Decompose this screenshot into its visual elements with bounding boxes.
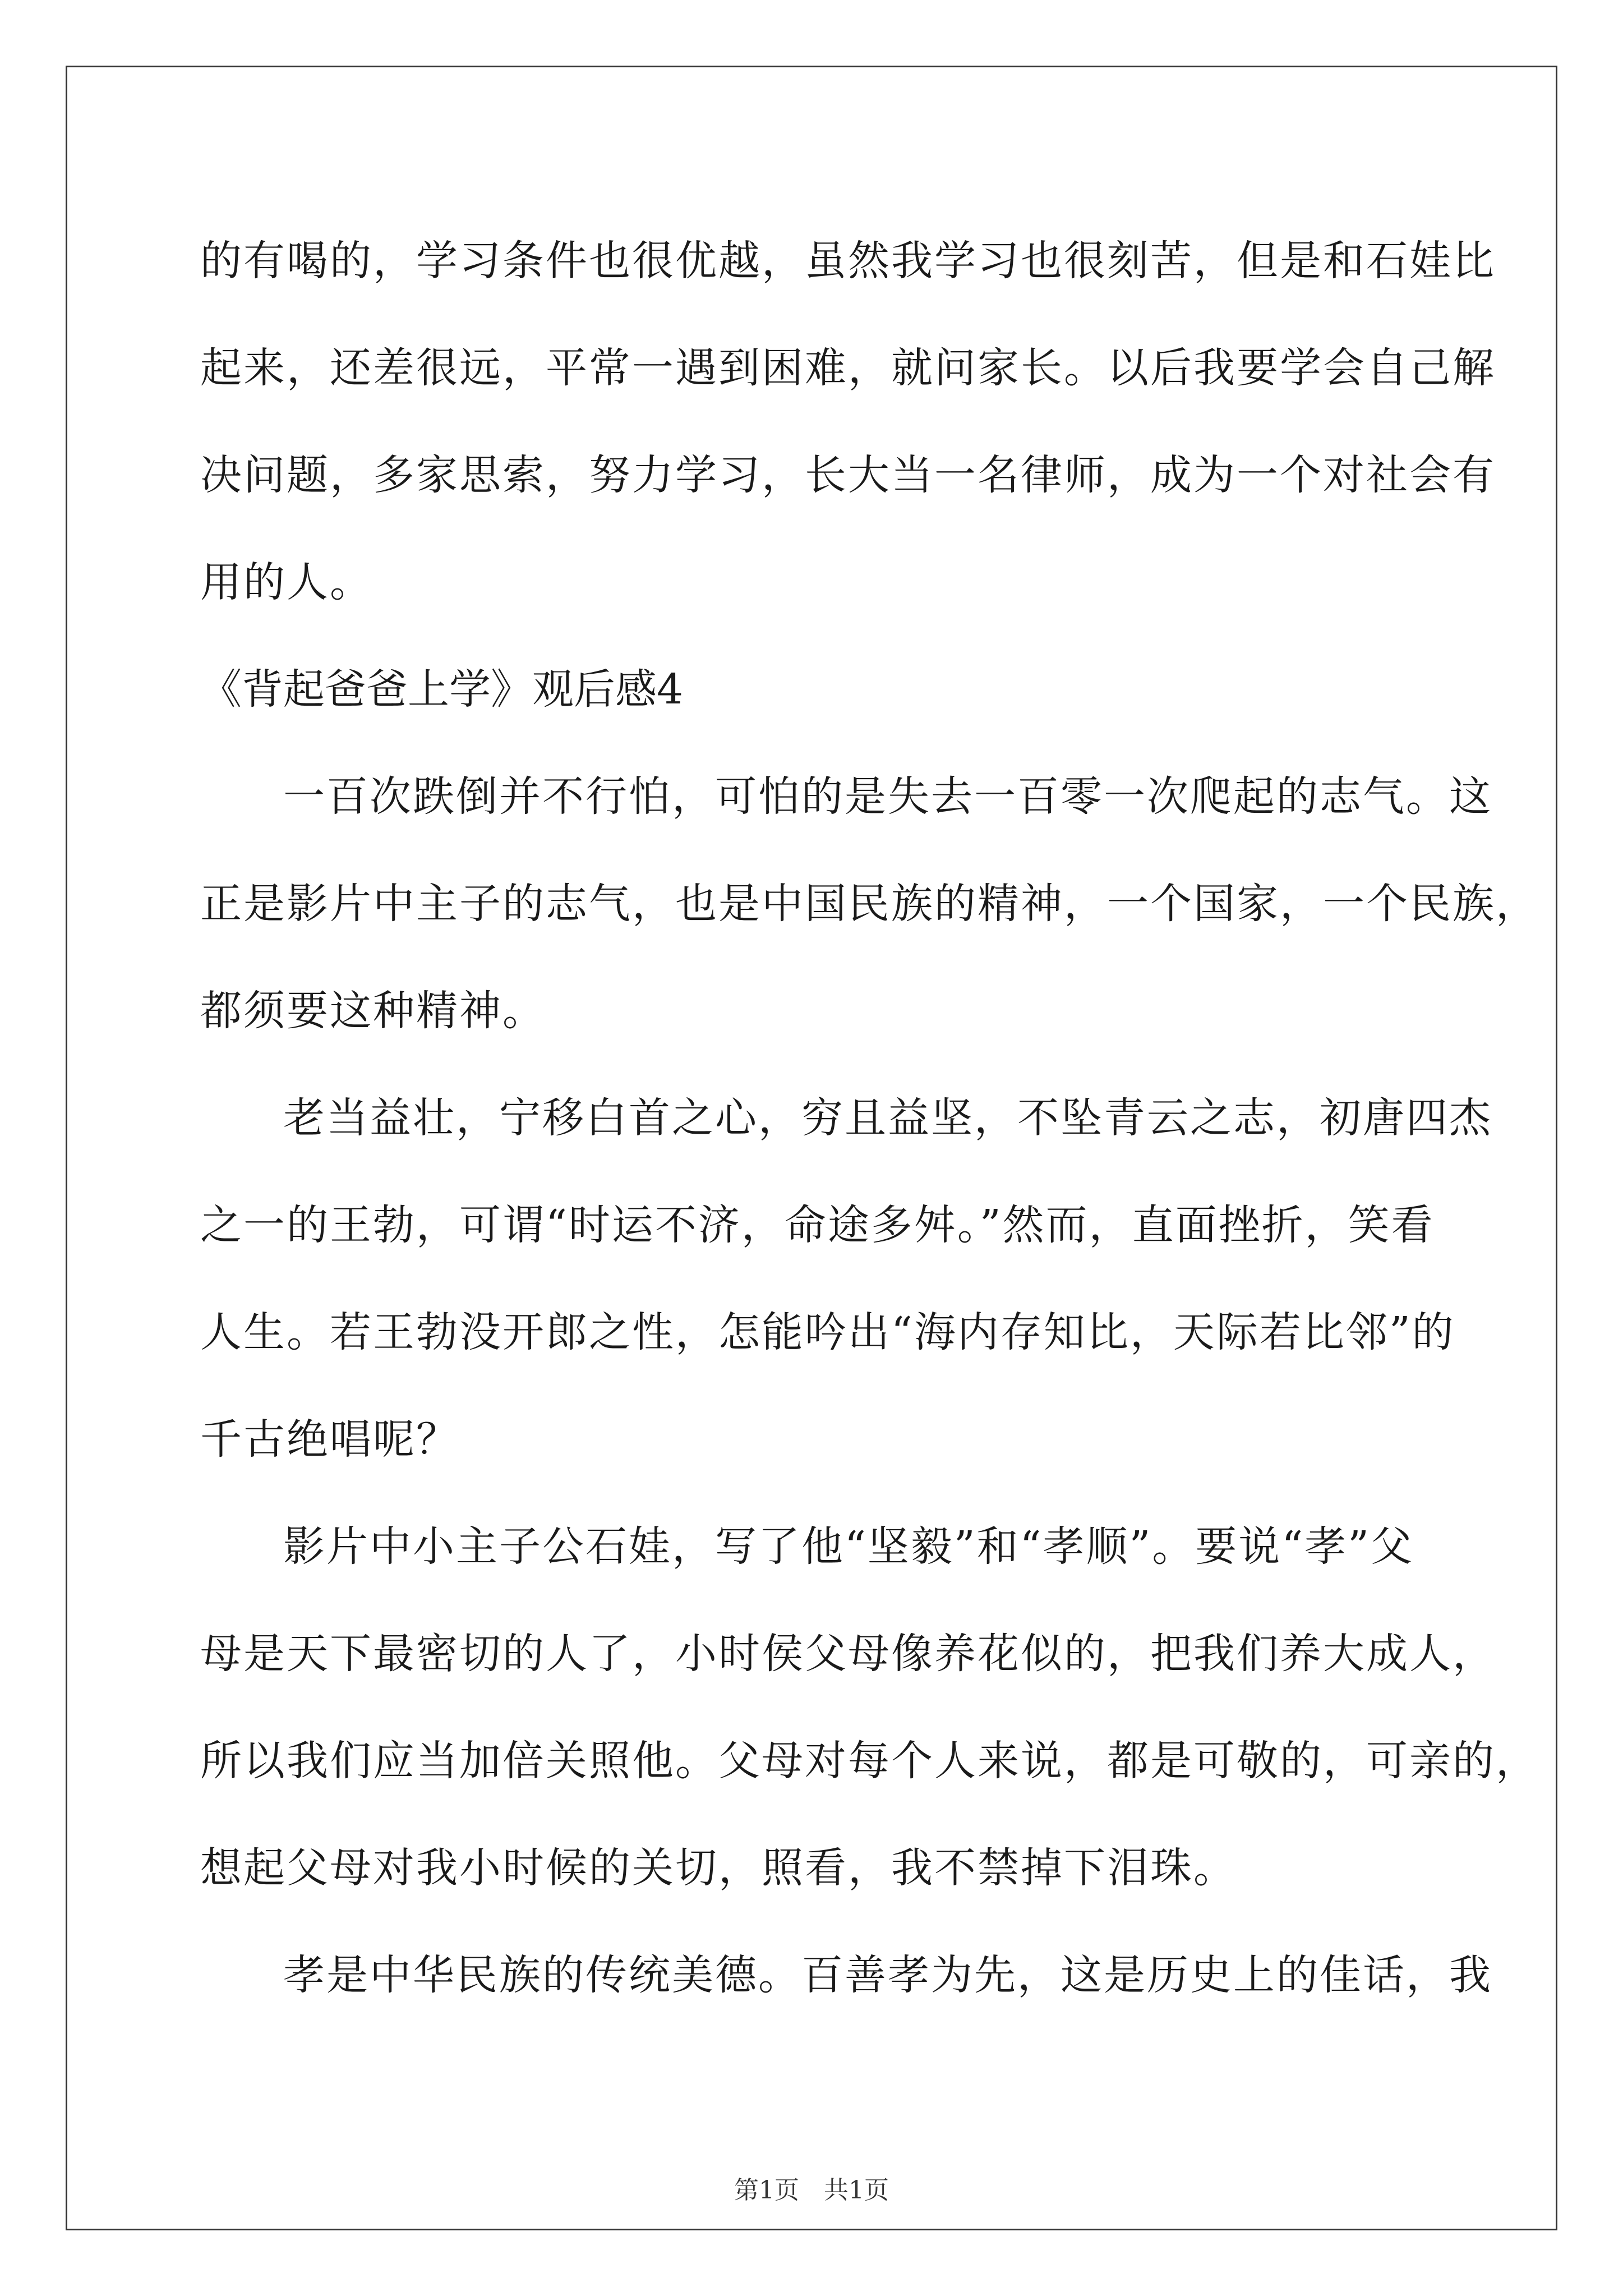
text-line: 千古绝唱呢？: [200, 1415, 459, 1464]
text-line: 之一的王勃，可谓“时运不济，命途多舛。”然而，直面挫折，笑看: [200, 1201, 1435, 1249]
text-line: 的有喝的，学习条件也很优越，虽然我学习也很刻苦，但是和石娃比: [200, 237, 1496, 285]
text-line: 人生。若王勃没开郎之性，怎能吟出“海内存知比，天际若比邻”的: [200, 1308, 1455, 1356]
text-line: 起来，还差很远，平常一遇到困难，就问家长。以后我要学会自己解: [200, 344, 1496, 392]
paragraph-first-line: 孝是中华民族的传统美德。百善孝为先，这是历史上的佳话，我: [283, 1951, 1492, 1999]
text-line: 所以我们应当加倍关照他。父母对每个人来说，都是可敬的，可亲的，: [200, 1737, 1539, 1785]
text-line: 都须要这种精神。: [200, 987, 546, 1035]
page-number-footer: 第1页 共1页: [734, 2176, 889, 2205]
paragraph-first-line: 老当益壮，宁移白首之心，穷且益坚，不坠青云之志，初唐四杰: [283, 1094, 1492, 1142]
text-line: 决问题，多家思索，努力学习，长大当一名律师，成为一个对社会有: [200, 451, 1496, 499]
text-line: 用的人。: [200, 558, 373, 606]
document-body: [200, 208, 1539, 2029]
text-line: 正是影片中主子的志气，也是中国民族的精神，一个国家，一个民族，: [200, 880, 1539, 928]
text-line: 母是天下最密切的人了，小时侯父母像养花似的，把我们养大成人，: [200, 1630, 1496, 1678]
paragraph-first-line: 一百次跌倒并不行怕，可怕的是失去一百零一次爬起的志气。这: [283, 772, 1492, 821]
text-line: 想起父母对我小时候的关切，照看，我不禁掉下泪珠。: [200, 1844, 1237, 1892]
paragraph-first-line: 影片中小主子公石娃，写了他“坚毅”和“孝顺”。要说“孝”父: [283, 1522, 1414, 1571]
section-heading: 《背起爸爸上学》观后感4: [200, 665, 684, 714]
